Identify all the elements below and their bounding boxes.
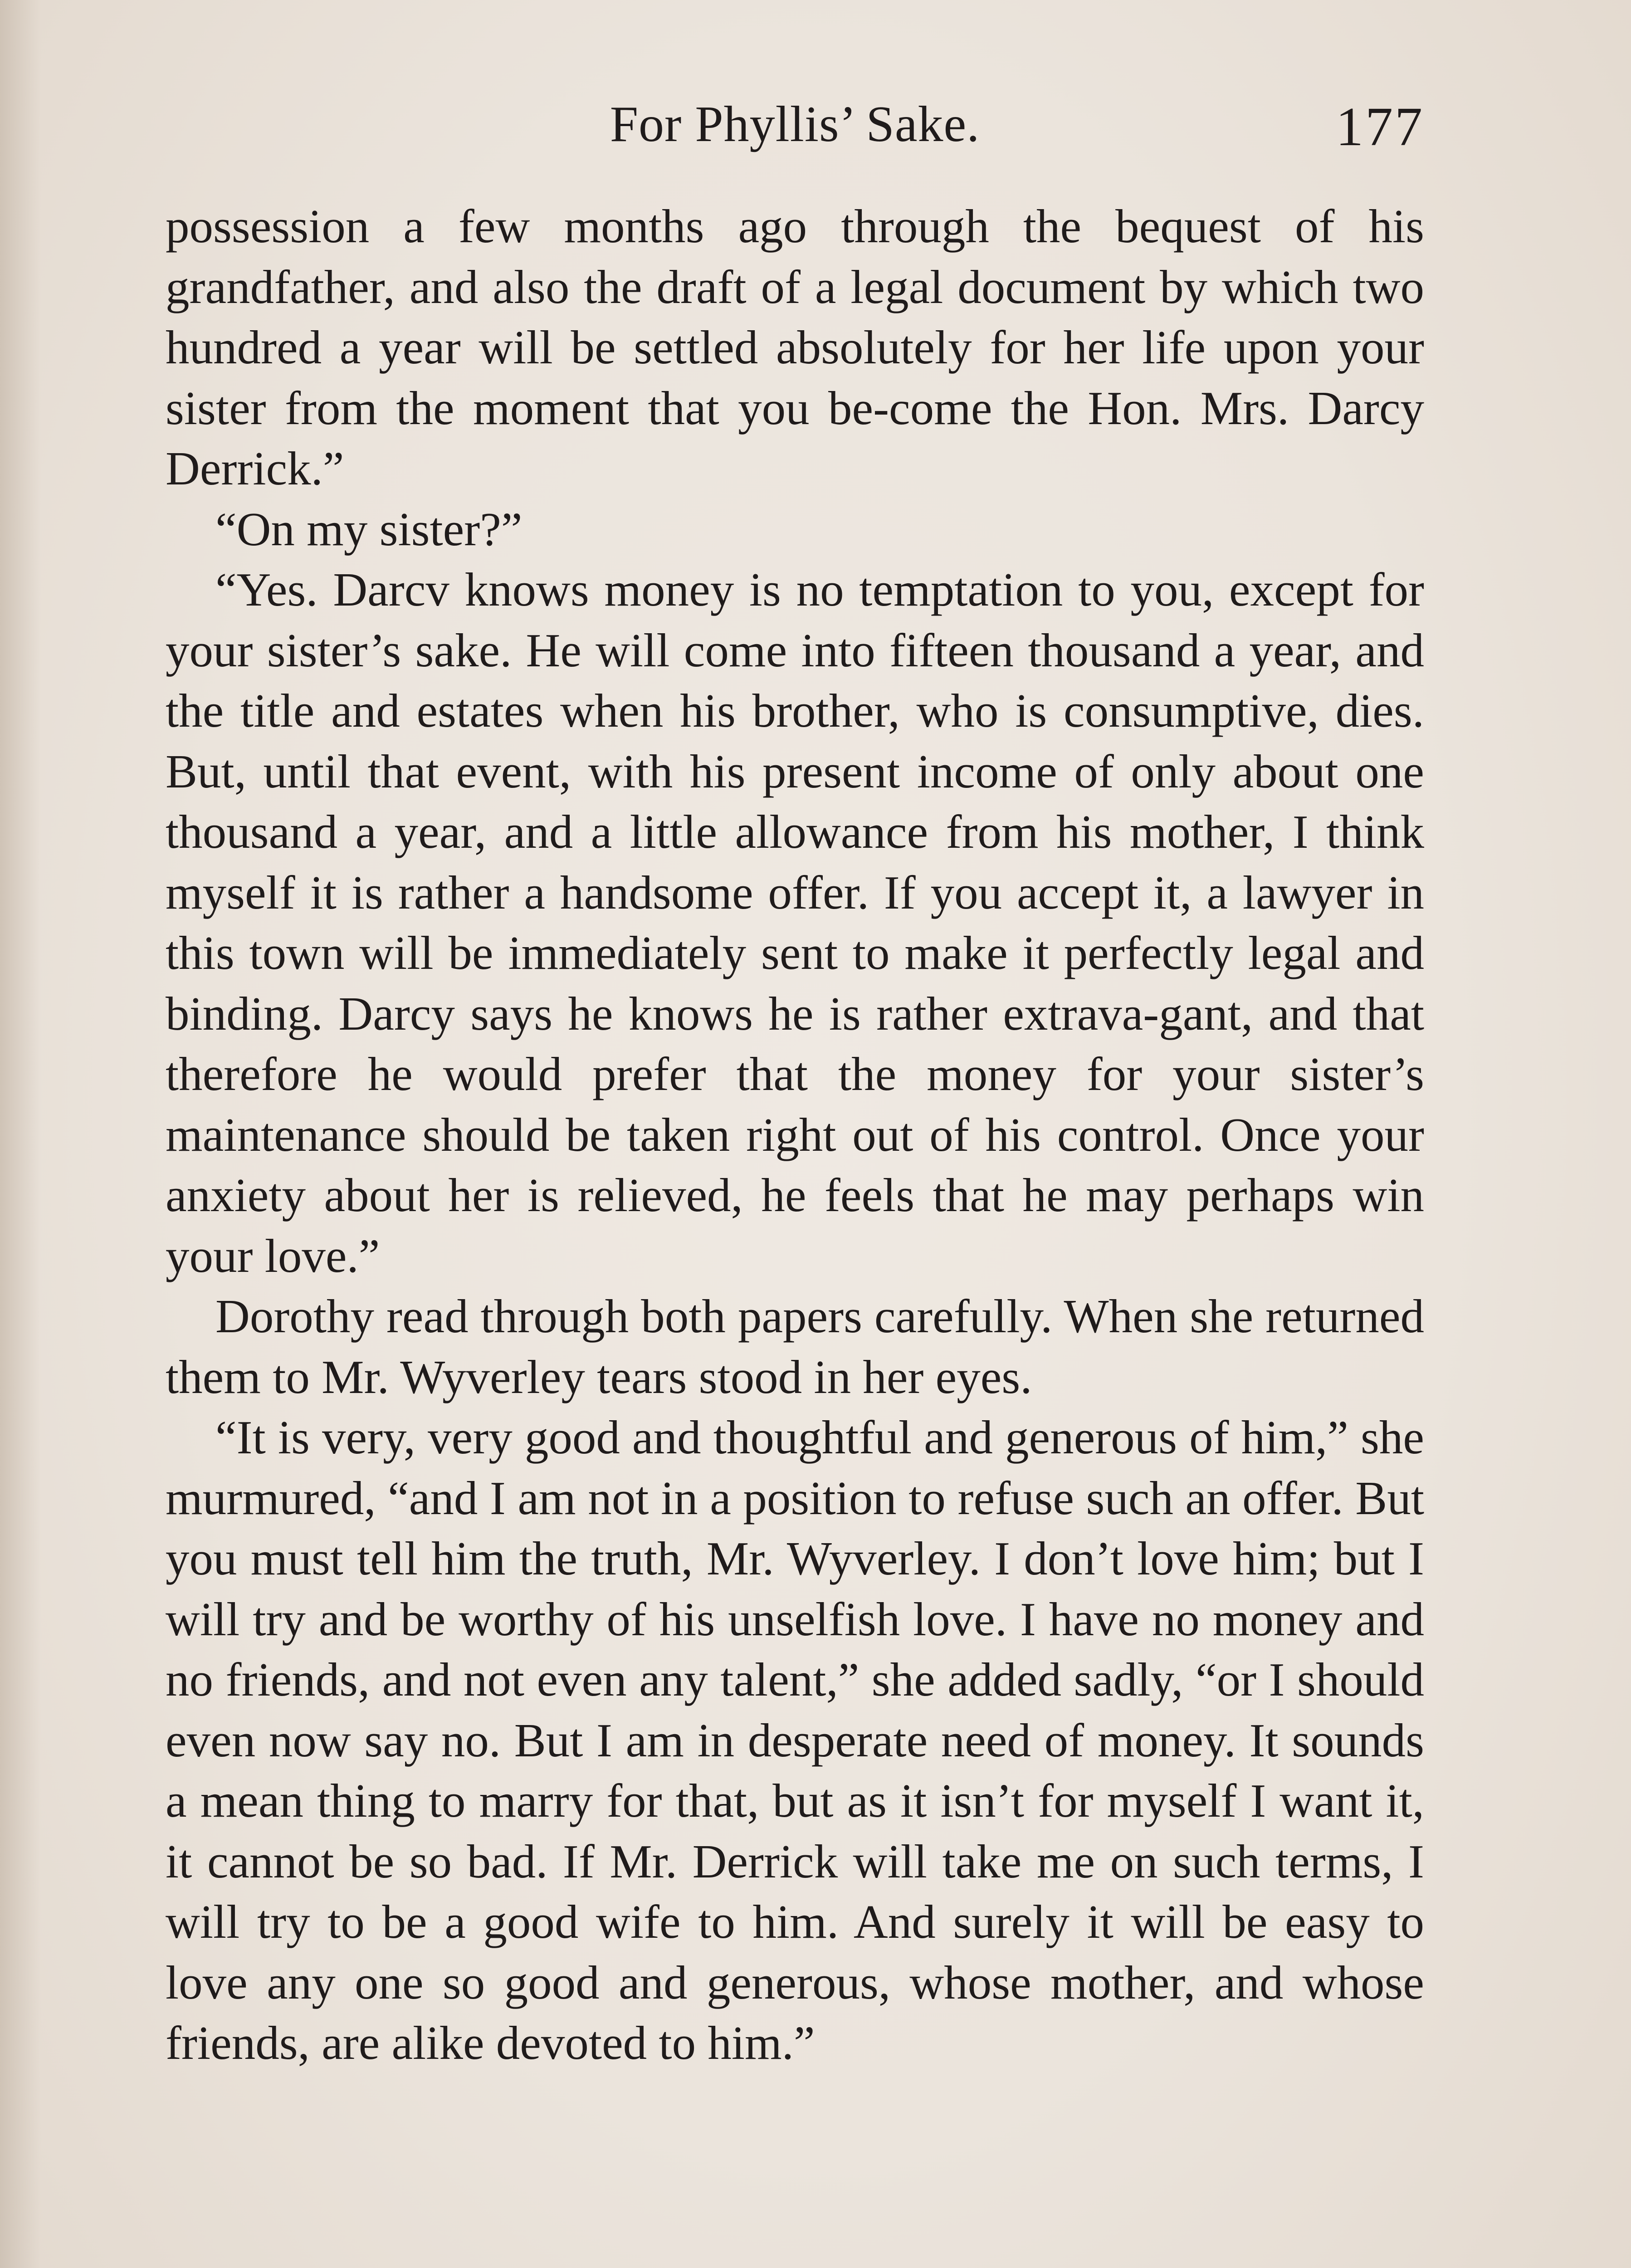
- paragraph: Dorothy read through both papers carefully. When she returned them to Mr. Wyverley tears stood in her eyes.: [166, 1290, 1424, 1403]
- running-title: For Phyllis’ Sake.: [610, 96, 980, 152]
- paragraph: “It is very, very good and thoughtful and generous of him,” she murmured, “and I am not in a position to refuse such an offer. But you must tell him the truth, Mr. Wyverley. I don’t love him; but I will try and be worthy of his unselfish love. I have no money and no friends, and not even any talent,” she added sadly, “or I should even now say no. But I am in desperate need of money. It sounds a mean thing to marry for that, but as it isn’t for myself I want it, it cannot be so bad. If Mr. Derrick will take me on such terms, I will try to be a good wife to him. And surely it will be easy to love any one so good and generous, whose mother, and whose friends, are alike devoted to him.”: [166, 1411, 1424, 2069]
- paragraph-continued: possession a few months ago through the bequest of his grandfather, and also the draft of a legal document by which two hundred a year will be settled absolutely for her life upon your sister from the moment that you be-come the Hon. Mrs. Darcy Derrick.”: [166, 200, 1424, 495]
- paragraph: “On my sister?”: [215, 502, 523, 556]
- page-gutter-shadow: [0, 0, 41, 2268]
- body-text: [166, 196, 1424, 2073]
- page-number: 177: [1336, 96, 1424, 157]
- paragraph: “Yes. Darcv knows money is no temptation to you, except for your sister’s sake. He will come into fifteen thousand a year, and the title and estates when his brother, who is consumptive, dies. But, until that event, with his present income of only about one thousand a year, and a little allowance from his mother, I think myself it is rather a handsome offer. If you accept it, a lawyer in this town will be immediately sent to make it perfectly legal and binding. Darcy says he knows he is rather extrava-gant, and that therefore he would prefer that the money for your sister’s maintenance should be taken right out of his control. Once your anxiety about her is relieved, he feels that he may perhaps win your love.”: [166, 563, 1424, 1282]
- page-header: [166, 86, 1424, 168]
